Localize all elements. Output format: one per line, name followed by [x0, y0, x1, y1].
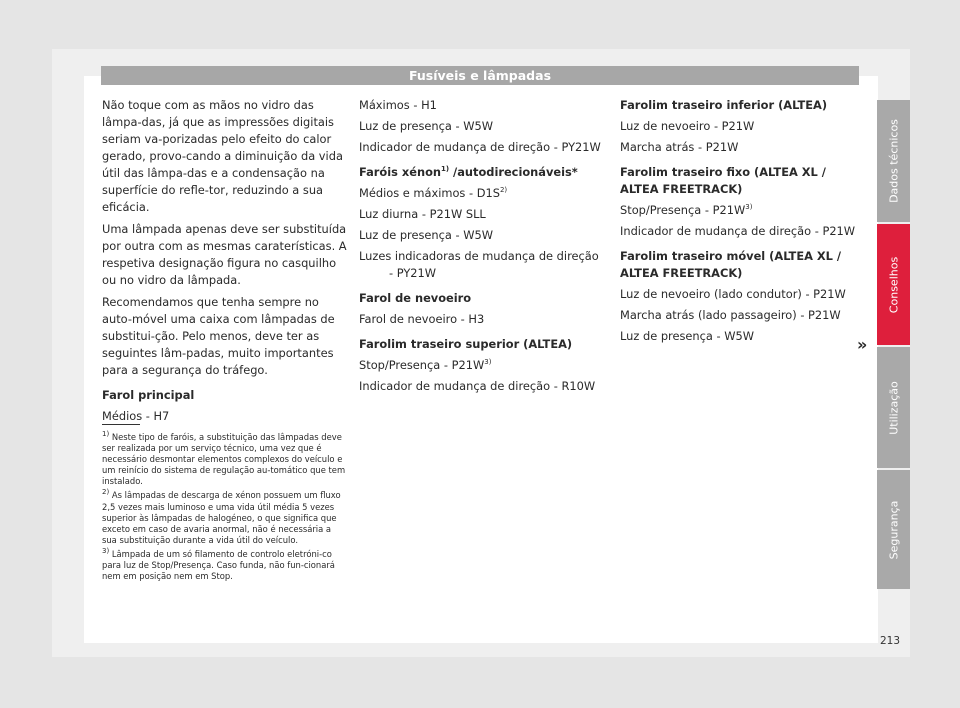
section-header: Fusíveis e lâmpadas — [101, 66, 859, 85]
column-2 — [359, 97, 604, 399]
section-title-farol-nevoeiro: Farol de nevoeiro — [359, 291, 472, 305]
column-3 — [620, 97, 865, 349]
list-item: Luz de nevoeiro (lado condutor) - P21W — [620, 287, 846, 301]
list-item: Luz de presença - W5W — [359, 119, 494, 133]
footnotes — [102, 432, 346, 585]
list-item: Marcha atrás - P21W — [620, 140, 739, 154]
list-item: Luz de presença - W5W — [620, 329, 755, 343]
list-item: Farol de nevoeiro - H3 — [359, 312, 485, 326]
footnote: $^{3)}$ Lâmpada de um só filamento de controlo eletróni-co para luz de Stop/Presença. Caso funda, não fun-cionará nem em posição nem em Stop. — [102, 547, 335, 582]
list-item: Máximos - H1 — [359, 98, 437, 112]
list-item: Stop/Presença - $P21W^{3)}$ — [620, 203, 753, 217]
column-1 — [102, 97, 347, 429]
page-number: 213 — [880, 635, 901, 647]
footnote: $^{1)}$ Neste tipo de faróis, a substituição das lâmpadas deve ser realizada por um serviço técnico, uma vez que é necessário desmontar elementos complexos do veículo e um reinício do sistema de regulação au-tomático que tem instalado. — [102, 430, 346, 487]
tab-dados-tecnicos[interactable]: Dados técnicos — [877, 100, 910, 222]
tab-utilizacao[interactable]: Utilização — [877, 347, 910, 468]
list-item: Indicador de mudança de direção - PY21W — [359, 140, 601, 154]
next-page-arrow-icon[interactable]: » — [857, 335, 868, 354]
list-item: Médios e máximos - $D1S^{2)}$ — [359, 186, 508, 200]
list-item: Luz de nevoeiro - P21W — [620, 119, 755, 133]
section-title-farolim-superior: Farolim traseiro superior (ALTEA) — [359, 337, 573, 351]
paragraph: Não toque com as mãos no vidro das lâmpa-das, já que as impressões digitais seriam va-porizadas pelo efeito do calor gerado, provo-cando a diminuição da vida útil das lâmpa-das e a condensação na superfície do refle-tor, reduzindo a sua eficácia. — [102, 98, 343, 214]
list-item: Marcha atrás (lado passageiro) - P21W — [620, 308, 841, 322]
list-item: Luz de presença - W5W — [359, 228, 494, 242]
list-item: Stop/Presença - $P21W^{3)}$ — [359, 358, 492, 372]
tab-conselhos[interactable]: Conselhos — [877, 224, 910, 345]
footnote-divider — [102, 424, 140, 425]
list-item: Indicador de mudança de direção - R10W — [359, 379, 596, 393]
section-title-farolim-inferior: Farolim traseiro inferior (ALTEA) — [620, 98, 828, 112]
section-title-farolim-fixo: Farolim traseiro fixo (ALTEA XL / ALTEA FREETRACK) — [620, 165, 826, 196]
footnote: $^{2)}$ As lâmpadas de descarga de xénon possuem um fluxo 2,5 vezes mais luminoso e uma vida útil média 5 vezes superior às lâmpadas de halogéneo, o que significa que exceto em caso de avaria anormal, não é necessária a sua substituição durante a vida útil do veículo. — [102, 488, 341, 545]
list-item: Luz diurna - P21W SLL — [359, 207, 486, 221]
tab-seguranca[interactable]: Segurança — [877, 470, 910, 589]
section-title-farolim-movel: Farolim traseiro móvel (ALTEA XL / ALTEA FREETRACK) — [620, 249, 842, 280]
section-title-farois-xenon: Faróis xénon$^{1)}$ /autodirecionáveis* — [359, 165, 578, 179]
list-item: Médios - H7 — [102, 409, 170, 423]
list-item: Luzes indicadoras de mudança de direção - PY21W — [359, 249, 599, 280]
list-item: Indicador de mudança de direção - P21W — [620, 224, 856, 238]
section-title-farol-principal: Farol principal — [102, 388, 195, 402]
paragraph: Recomendamos que tenha sempre no auto-móvel uma caixa com lâmpadas de substitui-ção. Pelo menos, deve ter as seguintes lâm-padas, muito importantes para a segurança do tráfego. — [102, 295, 335, 377]
paragraph: Uma lâmpada apenas deve ser substituída por outra com as mesmas caraterísticas. A respetiva designação figura no casquilho ou no vidro da lâmpada. — [102, 222, 347, 287]
